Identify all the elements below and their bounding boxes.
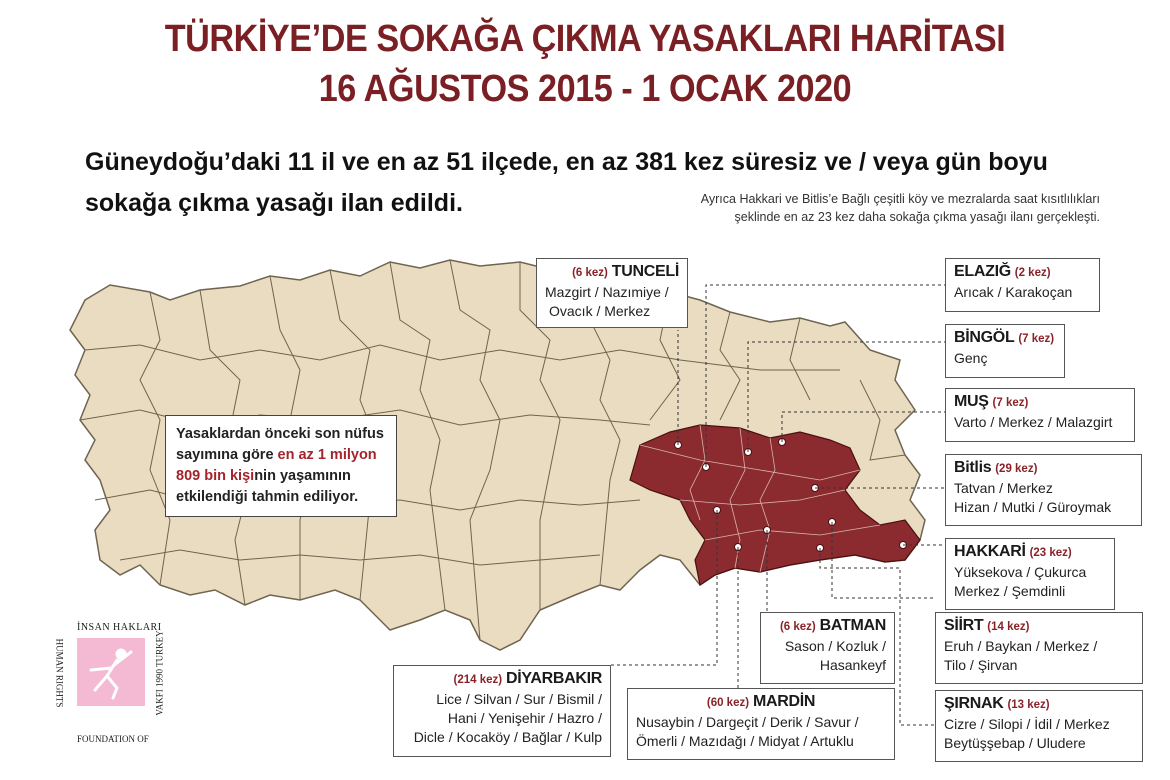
- districts-sirnak-1: Cizre / Silopi / İdil / Merkez: [944, 716, 1110, 732]
- population-note-text-1: Yasaklardan önceki son nüfus sayımına göre: [176, 426, 384, 463]
- districts-tunceli-1: Mazgirt / Nazımiye /: [545, 284, 669, 300]
- districts-siirt-2: Tilo / Şirvan: [944, 657, 1018, 673]
- count-batman: (6 kez): [779, 621, 816, 633]
- districts-diyarbakir-3: Dicle / Kocaköy / Bağlar / Kulp: [413, 729, 602, 745]
- districts-elazig: Arıcak / Karakoçan: [954, 284, 1073, 300]
- province-box-batman: [760, 612, 895, 684]
- name-tunceli: TUNCELİ: [611, 263, 679, 280]
- districts-diyarbakir-2: Hani / Yenişehir / Hazro /: [447, 710, 602, 726]
- province-box-elazig: [945, 258, 1100, 312]
- population-note-highlight: en az 1 milyon 809 bin kişi: [176, 447, 377, 484]
- districts-hakkari-1: Yüksekova / Çukurca: [954, 564, 1087, 580]
- count-diyarbakir: (214 kez): [453, 674, 503, 686]
- count-elazig: (2 kez): [1014, 267, 1051, 279]
- districts-bingol: Genç: [954, 350, 988, 366]
- headline-line-1: Güneydoğu’daki 11 il ve en az 51 ilçede, en az 381 kez süresiz ve / veya gün boyu: [85, 148, 1048, 176]
- count-mardin: (60 kez): [706, 697, 750, 709]
- count-bingol: (7 kez): [1018, 333, 1055, 345]
- province-box-bitlis: [945, 454, 1142, 526]
- name-siirt: SİİRT: [944, 617, 984, 634]
- districts-batman-2: Hasankeyf: [819, 657, 886, 673]
- districts-sirnak-2: Beytüşşebap / Uludere: [944, 735, 1086, 751]
- logo-text-top: İNSAN HAKLARI: [77, 622, 162, 633]
- province-box-mus: [945, 388, 1135, 442]
- map-date-range: 16 AĞUSTOS 2015 - 1 OCAK 2020: [318, 68, 852, 110]
- name-elazig: ELAZIĞ: [954, 263, 1011, 280]
- districts-mus: Varto / Merkez / Malazgirt: [954, 414, 1113, 430]
- population-note-text-2: nin yaşamının etkilendiği tahmin ediliyor.: [176, 468, 359, 505]
- population-note: [165, 415, 397, 517]
- count-bitlis: (29 kez): [995, 463, 1038, 475]
- name-batman: BATMAN: [819, 617, 886, 634]
- count-tunceli: (6 kez): [572, 267, 608, 279]
- districts-mardin-2: Ömerli / Mazıdağı / Midyat / Artuklu: [636, 733, 854, 749]
- province-box-tunceli: [536, 258, 688, 328]
- districts-bitlis-2: Hizan / Mutki / Güroymak: [954, 499, 1112, 515]
- name-diyarbakir: DİYARBAKIR: [506, 670, 602, 687]
- districts-mardin-1: Nusaybin / Dargeçit / Derik / Savur /: [636, 714, 859, 730]
- logo-text-right: VAKFI 1990 TURKEY: [154, 630, 165, 716]
- logo-text-left: HUMAN RIGHTS: [54, 638, 65, 708]
- name-bingol: BİNGÖL: [954, 329, 1015, 346]
- name-hakkari: HAKKARİ: [954, 543, 1026, 560]
- province-box-sirnak: [935, 690, 1143, 762]
- map-title: TÜRKİYE’DE SOKAĞA ÇIKMA YASAKLARI HARİTASI: [164, 18, 1006, 60]
- province-box-mardin: [627, 688, 895, 760]
- side-note-line-1: Ayrıca Hakkari ve Bitlis’e Bağlı çeşitli köy ve mezralarda saat kısıtlılıkları: [700, 192, 1100, 206]
- districts-bitlis-1: Tatvan / Merkez: [954, 480, 1053, 496]
- province-box-siirt: [935, 612, 1143, 684]
- districts-siirt-1: Eruh / Baykan / Merkez /: [944, 638, 1098, 654]
- logo-figure-icon: [77, 638, 145, 706]
- name-bitlis: Bitlis: [954, 459, 992, 476]
- headline-line-2: sokağa çıkma yasağı ilan edildi.: [85, 189, 463, 217]
- count-siirt: (14 kez): [987, 621, 1030, 633]
- province-box-bingol: [945, 324, 1065, 378]
- districts-tunceli-2: Ovacık / Merkez: [549, 303, 651, 319]
- province-box-diyarbakir: [393, 665, 611, 757]
- hrft-logo: [55, 622, 195, 757]
- logo-text-bottom: FOUNDATION OF: [77, 734, 149, 744]
- name-mus: MUŞ: [954, 393, 989, 410]
- districts-diyarbakir-1: Lice / Silvan / Sur / Bismil /: [436, 691, 602, 707]
- side-note-line-2: şeklinde en az 23 kez daha sokağa çıkma yasağı ilanı gerçekleşti.: [734, 210, 1100, 224]
- name-mardin: MARDİN: [752, 693, 816, 710]
- districts-hakkari-2: Merkez / Şemdinli: [954, 583, 1066, 599]
- count-sirnak: (13 kez): [1007, 699, 1050, 711]
- districts-batman-1: Sason / Kozluk /: [784, 638, 886, 654]
- province-box-hakkari: [945, 538, 1115, 610]
- count-hakkari: (23 kez): [1029, 547, 1072, 559]
- name-sirnak: ŞIRNAK: [944, 695, 1004, 712]
- count-mus: (7 kez): [992, 397, 1029, 409]
